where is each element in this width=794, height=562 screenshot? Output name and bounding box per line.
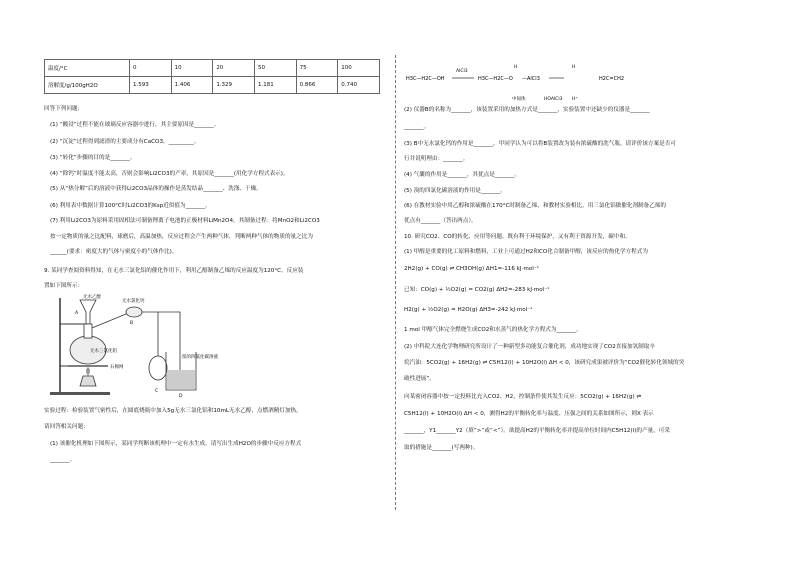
- delivery-tube: [92, 314, 126, 328]
- scheme-text: H3C—H2C—OH: [406, 76, 445, 82]
- scheme-text: H: [514, 65, 518, 70]
- alcohol-lamp: [80, 376, 96, 386]
- table-cell: 75: [296, 60, 338, 77]
- table-cell: 1.181: [254, 77, 296, 94]
- apparatus-diagram: [46, 294, 256, 398]
- question-text: (3) B中无水氯化钙的作用是_______，甲同学认为可以将B装置改为装有浓硫酸的洗气瓶，请评价该方案是否可: [404, 141, 676, 147]
- table-cell: 0.866: [296, 77, 338, 94]
- question-text: 行并说明理由：_______。: [404, 156, 469, 162]
- equation: H2(g) + ½O2(g) = H2O(g) ΔH3=-242 kJ·mol⁻¹: [404, 307, 533, 313]
- scheme-text: H3C—H2C—O: [478, 76, 513, 82]
- table-cell: 0: [130, 60, 172, 77]
- question-text: (1) 该催化机理如下图所示，某同学判断该机理中一定有水生成，请写出生成H2O的步骤中反应方程式: [50, 441, 302, 447]
- question-text: (3) “转化”步骤的目的是_______。: [50, 155, 136, 161]
- drying-tube: [126, 307, 142, 317]
- question-text: _______。: [50, 457, 76, 463]
- question-text: 置如下图所示：: [44, 283, 84, 289]
- solubility-table: [44, 59, 380, 94]
- table-cell: 50: [254, 60, 296, 77]
- table-header-cell: 温度/°C: [45, 60, 130, 77]
- question-text: ______(要求：密度大的气体与密度小的气体作比)。: [50, 249, 178, 255]
- gas-bag: [149, 356, 167, 380]
- question-text: 请回答相关问题：: [44, 424, 89, 430]
- label: 溴的四氯化碳溶液: [182, 355, 218, 360]
- equation: 2H2(g) + CO(g) ⇌ CH3OH(g) ΔH1=-116 kJ·mol⁻¹: [404, 266, 539, 272]
- scheme-text: —AlCl3: [522, 76, 540, 82]
- table-row: [45, 60, 380, 77]
- bromine-solution: [167, 370, 195, 389]
- question-text: (6) 在教材实验中用乙醇和浓硫酸在170°C时制备乙烯，和教材实验相比，用三氯化铝做催化剂制备乙烯的: [404, 203, 667, 209]
- question-text: (7) 利用Li2CO3为原料采用固相法可制备锂离子电池的正极材料LiMn2O4，其制备过程：将MnO2和Li2CO3: [50, 218, 320, 224]
- scheme-text: H2C=CH2: [599, 76, 625, 82]
- question-text: (5) 溴的四氯化碳溶液的作用是_______。: [404, 188, 506, 194]
- table-row: [45, 77, 380, 94]
- question-text: 1 mol 甲醇气体完全燃烧生成CO2和水蒸气的热化学方程式为_______。: [404, 327, 582, 333]
- table-cell: 1.329: [213, 77, 255, 94]
- label: C: [155, 389, 159, 394]
- question-text: (1) 甲醇是重要的化工原料和燃料，工业上可通过H2和CO化合制备甲醇，该反应的热化学方程式为: [404, 249, 648, 255]
- table-header-cell: 溶解度/g/100gH2O: [45, 77, 130, 94]
- table-cell: 1.593: [130, 77, 172, 94]
- table-cell: 20: [213, 60, 255, 77]
- question-text: C5H12(l) + 10H2O(l) ΔH < 0，测得H2的平衡转化率与温度、压强之间的关系如图所示，则X 表示: [404, 411, 654, 417]
- question-heading: 10. 研究CO2、CO的转化、应用等问题，既有利于环境保护，又有利于资源开发，碳中和。: [404, 234, 631, 240]
- label: B: [130, 321, 134, 326]
- question-text: _______。: [404, 124, 430, 130]
- question-text: 实验过程：检验装置气密性后，在圆底烧瓶中加入5g无水三氯化铝和10mL无水乙醇，点燃酒精灯加热，: [44, 408, 302, 414]
- question-text: (6) 利用表中数据计算100°C时Li2CO3的Ksp近似值为_______。: [50, 203, 211, 209]
- question-text: (2) 仪器B的名称为_______，该装置采用的加热方式是_______，实验装置中还缺少的仪器是_______: [404, 107, 650, 113]
- table-cell: 100: [338, 60, 380, 77]
- intro-text: 回答下列问题:: [44, 106, 80, 112]
- label: A: [75, 311, 79, 316]
- reaction-scheme: [404, 60, 704, 108]
- question-text: (5) 从“热分解”后的溶液中获得Li2CO3晶体的操作是蒸发结晶_______、洗涤、干燥。: [50, 186, 262, 192]
- dropping-funnel: [80, 300, 96, 324]
- scheme-text: H: [572, 65, 576, 70]
- question-text: 优点有_______（答出两点）。: [404, 218, 477, 224]
- scheme-text: 中间体: [512, 97, 526, 102]
- table-cell: 0.740: [338, 77, 380, 94]
- flame-icon: [86, 367, 90, 376]
- label: 无水乙醇: [83, 295, 101, 300]
- label: D: [179, 394, 183, 398]
- scheme-text: HOAlCl3: [544, 97, 563, 102]
- stand-base: [50, 392, 110, 395]
- scheme-text: AlCl3: [456, 69, 468, 74]
- question-text: 按一定物质的量之比配料，球磨后，高温加热，反应过程会产生两种气体，判断两种气体的物质的量之比为: [50, 234, 313, 240]
- question-text: 烷汽油：5CO2(g) + 16H2(g) ⇌ C5H12(l) + 10H2O(l) ΔH < 0，该研究成果被评价为“CO2催化转化领域的突: [404, 360, 685, 366]
- question-text: (2) 中科院大连化学物理研究所设计了一种新型多功能复合催化剂，成功地实现了CO2直接加氢制取辛: [404, 344, 655, 350]
- label: 石棉网: [110, 365, 124, 370]
- question-text: (4) 气囊的作用是_______，其优点是_______。: [404, 172, 520, 178]
- question-text: 向某密闭容器中按一定投料比充入CO2、H2，控制条件使其发生反应：5CO2(g) + 16H2(g) ⇌: [404, 394, 642, 400]
- question-text: _______，Y1_______Y2（填“>”或“<”）。欲提高H2的平衡转化率并提高单位时间内C5H12(l)的产量，可采: [404, 428, 670, 434]
- scheme-text: H⁺: [572, 97, 578, 102]
- question-text: (1) “酸浸”过程不能在玻璃反应容器中进行，其主要原因是_______。: [50, 122, 220, 128]
- question-text: (2) “沉淀”过程得到滤渣的主要成分有CaCO3、_________。: [50, 139, 200, 145]
- table-cell: 10: [171, 60, 213, 77]
- label: 无水三氯化铝: [90, 349, 117, 354]
- question-text: 取的措施是_______(写两种)。: [404, 445, 479, 451]
- column-divider: [395, 55, 396, 510]
- flask-neck: [84, 324, 92, 338]
- label: 无水氯化钙: [122, 299, 145, 304]
- table-cell: 1.406: [171, 77, 213, 94]
- question-text: 破性进展”。: [404, 376, 435, 382]
- equation: 已知：CO(g) + ½O2(g) = CO2(g) ΔH2=-283 kJ·mol⁻¹: [404, 287, 550, 293]
- question-heading: 9. 某同学查阅资料得知，在无水三氯化铝的催化作用下，利用乙醇制备乙烯的反应温度为120°C。反应装: [44, 268, 304, 274]
- question-text: (4) “除钙”时温度不能太高，否则会影响Li2CO3的产率，其原因是_______(用化学方程式表示)。: [50, 171, 289, 177]
